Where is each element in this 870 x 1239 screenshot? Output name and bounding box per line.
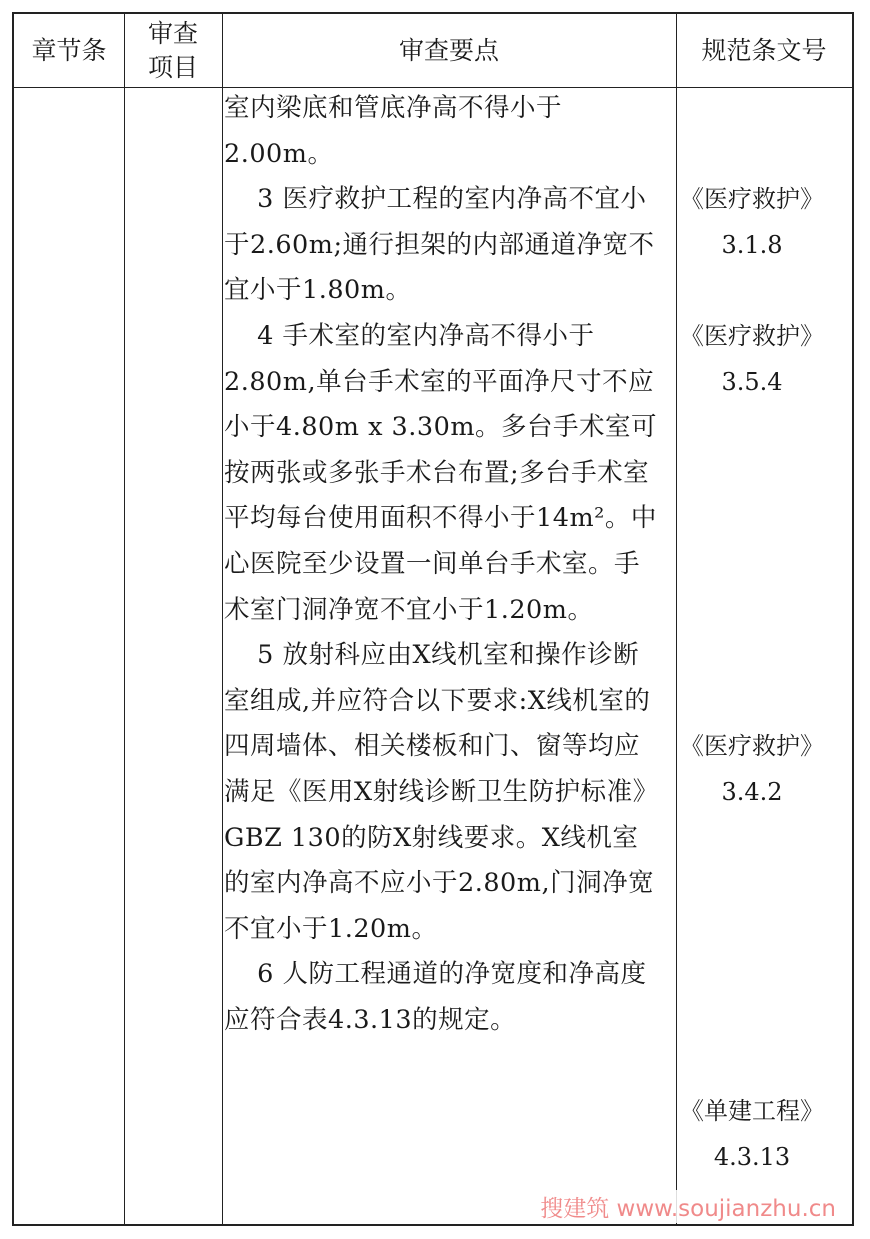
code-ref-2	[664, 314, 840, 405]
review-points-cell	[224, 86, 664, 1043]
review-point-4: 4 手术室的室内净高不得小于2.80m,单台手术室的平面净尺寸不应小于4.80m x 3.30m。多台手术室可按两张或多张手术台布置;多台手术室平均每台使用面积不得小于14m²。中心医院至少设置一间单台手术室。手术室门洞净宽不宜小于1.20m。	[224, 320, 658, 625]
code-ref-1	[664, 177, 840, 268]
header-points-label: 审查要点	[398, 36, 499, 65]
code-ref-name: 《医疗救护》	[680, 185, 824, 213]
review-point-continuation: 室内梁底和管底净高不得小于2.00m。	[224, 93, 563, 169]
code-ref-4	[664, 1089, 840, 1180]
review-point-6: 6 人防工程通道的净宽度和净高度应符合表4.3.13的规定。	[224, 959, 647, 1035]
header-item	[124, 14, 222, 88]
code-ref-name: 《医疗救护》	[680, 732, 824, 760]
review-point-3: 3 医疗救护工程的室内净高不宜小于2.60m;通行担架的内部通道净宽不宜小于1.80m。	[224, 184, 655, 306]
header-code-label: 规范条文号	[701, 36, 827, 65]
code-ref-number: 3.1.8	[721, 230, 783, 259]
column-divider	[222, 14, 223, 1224]
header-chapter	[14, 14, 124, 88]
code-ref-number: 4.3.13	[713, 1142, 791, 1171]
code-ref-name: 《单建工程》	[680, 1097, 824, 1125]
header-points	[222, 14, 676, 88]
code-ref-3	[664, 724, 840, 815]
header-chapter-label: 章节条	[31, 36, 107, 65]
header-item-label-2: 项目	[147, 53, 198, 82]
header-item-label-1: 审查	[147, 19, 198, 48]
watermark: 搜建筑 www.soujianzhu.cn	[536, 1190, 840, 1223]
code-ref-name: 《医疗救护》	[680, 322, 824, 350]
code-ref-number: 3.5.4	[721, 367, 783, 396]
code-ref-number: 3.4.2	[721, 777, 783, 806]
header-code	[676, 14, 852, 88]
review-point-5: 5 放射科应由X线机室和操作诊断室组成,并应符合以下要求:X线机室的四周墙体、相关楼板和门、窗等均应满足《医用X射线诊断卫生防护标准》GBZ 130的防X射线要求。X线机室的室内净高不应小于2.80m,门洞净宽不宜小于1.20m。	[224, 640, 659, 944]
column-divider	[124, 14, 125, 1224]
